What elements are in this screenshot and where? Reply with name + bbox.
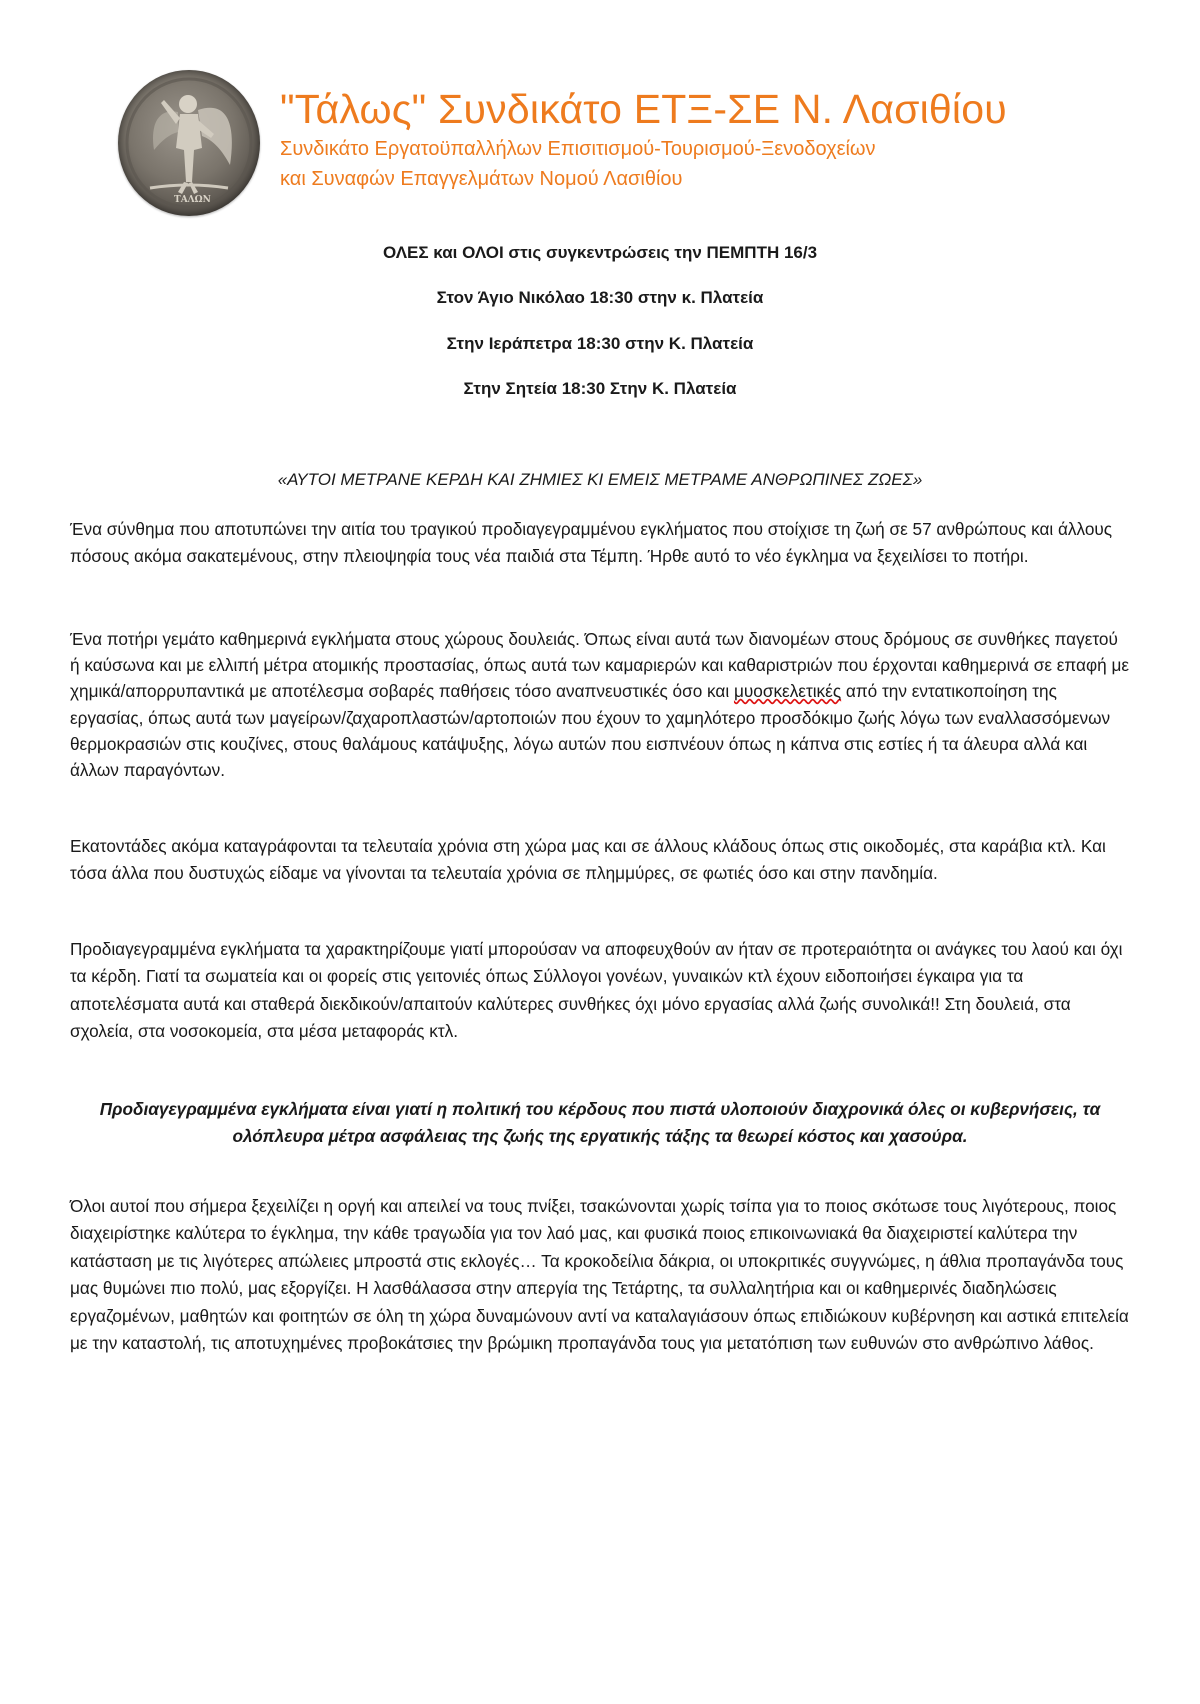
gathering-ierapetra: Στην Ιεράπετρα 18:30 στην Κ. Πλατεία: [446, 334, 754, 353]
paragraph-5-emphasis: Προδιαγεγραμμένα εγκλήματα είναι γιατί η πολιτική του κέρδους που πιστά υλοποιούν διαχρονικά όλες οι κυβερνήσεις, τα ολόπλευρα μέτρα ασφάλειας της ζωής της εργατικής τάξης τα θεωρεί κόστος και χασούρα.: [99, 1099, 1101, 1146]
paragraph-2: [70, 626, 1130, 783]
union-subtitle-line1: Συνδικάτο Εργατοϋπαλλήλων Επισιτισμού-Τουρισμού-Ξενοδοχείων: [280, 138, 876, 160]
paragraph-4: Προδιαγεγραμμένα εγκλήματα τα χαρακτηρίζουμε γιατί μπορούσαν να αποφευχθούν αν ήταν σε προτεραιότητα οι ανάγκες του λαού και όχι τα κέρδη. Γιατί τα σωματεία και οι φορείς στις γειτονιές όπως Σύλλογοι γονέων, γυναικών κτλ έχουν ειδοποιήσει έγκαιρα για τα αποτελέσματα αυτά και σταθερά διεκδικούν/απαιτούν καλύτερες συνθήκες όχι μόνο εργασίας αλλά ζωής συνολικά!! Στη δουλειά, στα σχολεία, στα νοσοκομεία, στα μέσα μεταφοράς κτλ.: [70, 939, 1123, 1042]
spellcheck-flagged-word: μυοσκελετικές: [733, 681, 842, 702]
coin-logo-figure: [118, 70, 260, 216]
coin-logo-text: ΤΑΛΩΝ: [174, 195, 211, 205]
union-subtitle-line2: και Συναφών Επαγγελμάτων Νομού Λασιθίου: [280, 168, 683, 190]
paragraph-2-part-2: από την εντατικοποίηση της εργασίας, όπως αυτά των μαγείρων/ζαχαροπλαστών/αρτοποιών που έχουν το χαμηλότερο προσδόκιμο ζωής λόγω των εναλλασσόμενων θερμοκρασιών στις κουζίνες, στους θαλάμους κατάψυξης, λόγω αυτών που εισπνέουν όπως η κάπνα στις εστίες ή τα άλευρα αλλά και άλλων παραγόντων.: [70, 681, 1111, 781]
paragraph-3: Εκατοντάδες ακόμα καταγράφονται τα τελευταία χρόνια στη χώρα μας και σε άλλους κλάδους όπως στις οικοδομές, στα καράβια κτλ. Και τόσα άλλα που δυστυχώς είδαμε να γίνονται τα τελευταία χρόνια σε πλημμύρες, σε φωτιές όσο και στην πανδημία.: [70, 836, 1106, 884]
gathering-agios-nikolaos: Στον Άγιο Νικόλαο 18:30 στην κ. Πλατεία: [436, 288, 764, 307]
slogan: «ΑΥΤΟΙ ΜΕΤΡΑΝΕ ΚΕΡΔΗ ΚΑΙ ΖΗΜΙΕΣ ΚΙ ΕΜΕΙΣ ΜΕΤΡΑΜΕ ΑΝΘΡΩΠΙΝΕΣ ΖΩΕΣ»: [277, 470, 923, 489]
letterhead: [118, 70, 1118, 220]
union-title: "Τάλως" Συνδικάτο ΕΤΞ-ΣΕ Ν. Λασιθίου: [280, 86, 1007, 132]
paragraph-6: Όλοι αυτοί που σήμερα ξεχειλίζει η οργή και απειλεί να τους πνίξει, τσακώνονται χωρίς τσίπα για το ποιος σκότωσε τους λιγότερους, ποιος διαχειρίστηκε καλύτερα το έγκλημα, την κάθε τραγωδία για τον λαό μας, και φυσικά ποιος επικοινωνιακά θα διαχειριστεί καλύτερα την κατάσταση με τις λιγότερες απώλειες μπροστά στις εκλογές… Τα κροκοδείλια δάκρια, οι υποκριτικές συγγνώμες, η άθλια προπαγάνδα τους μας θυμώνει πιο πολύ, μας εξοργίζει. Η λασθάλασσα στην απεργία της Τετάρτης, τα συλλαλητήρια και οι καθημερινές διαδηλώσεις εργαζομένων, μαθητών και φοιτητών σε όλη τη χώρα δυναμώνουν αντί να καταλαγιάσουν όπως επιδιώκουν κυβέρνηση και αστικά επιτελεία με την καταστολή, τις αποτυχημένες προβοκάτσιες την βρώμικη προπαγάνδα τους για μετατόπιση των ευθυνών στο ανθρώπινο λάθος.: [70, 1196, 1129, 1354]
gatherings-heading: ΟΛΕΣ και ΟΛΟΙ στις συγκεντρώσεις την ΠΕΜΠΤΗ 16/3: [382, 243, 818, 262]
gathering-siteia: Στην Σητεία 18:30 Στην Κ. Πλατεία: [463, 379, 737, 398]
paragraph-2-part-1: Ένα ποτήρι γεμάτο καθημερινά εγκλήματα στους χώρους δουλειάς. Όπως είναι αυτά των διανομέων στους δρόμους σε συνθήκες παγετού ή καύσωνα και με ελλιπή μέτρα ατομικής προστασίας, όπως αυτά των καμαριερών και καθαριστριών που έρχονται καθημερινά σε επαφή με χημικά/απορρυπαντικά με αποτέλεσμα σοβαρές παθήσεις τόσο αναπνευστικές όσο και: [70, 629, 1130, 702]
paragraph-1: Ένα σύνθημα που αποτυπώνει την αιτία του τραγικού προδιαγεγραμμένου εγκλήματος που στοίχισε τη ζωή σε 57 ανθρώπους και άλλους πόσους ακόμα σακατεμένους, στην πλειοψηφία τους νέα παιδιά στα Τέμπη. Ήρθε αυτό το νέο έγκλημα να ξεχειλίσει το ποτήρι.: [70, 519, 1113, 567]
coin-logo: [118, 70, 260, 216]
